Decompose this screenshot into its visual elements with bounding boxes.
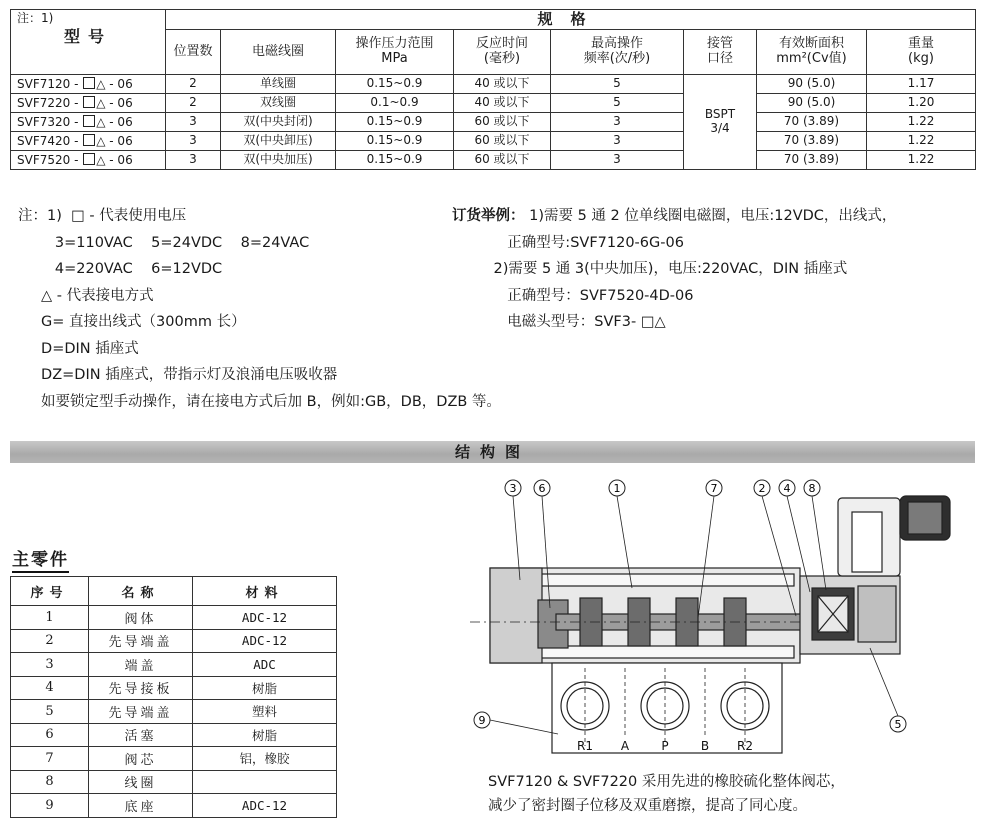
callout-3 [505,480,521,496]
voltage-placeholder-box [83,134,95,146]
spec-col-header: 有效断面积 mm²(Cv值) [757,30,867,75]
callout-number: 4 [783,482,791,495]
connection-placeholder-triangle: △ [96,133,106,148]
part-material: 铝，橡胶 [193,747,337,771]
connection-dz: DZ=DIN 插座式，带指示灯及浪涌电压吸收器 [18,367,338,383]
model-suffix: - 06 [105,95,133,110]
spec-frequency-cell: 3 [551,113,684,132]
part-number: 8 [11,770,89,794]
spec-frequency-cell: 5 [551,94,684,113]
spec-model-cell [11,113,166,132]
part-material: 塑料 [193,700,337,724]
model-suffix: - 06 [105,76,133,91]
parts-row [11,770,337,794]
part-material: 树脂 [193,723,337,747]
callout-4 [779,480,795,496]
parts-table [10,576,337,818]
parts-row [11,747,337,771]
spec-body [11,75,976,170]
spec-col-header: 电磁线圈 [221,30,336,75]
spec-col-header: 重量 (kg) [867,30,976,75]
parts-header-row [11,577,337,606]
parts-row [11,794,337,818]
callout-8 [804,480,820,496]
voltage-placeholder-box [83,153,95,165]
callout-6 [534,480,550,496]
model-prefix: SVF7520 - [17,152,83,167]
voltage-codes-line2: 4=220VAC 6=12VDC [18,261,223,277]
order-label: 订货举例： [452,208,525,224]
voltage-placeholder-box [83,77,95,89]
spec-note-label: 注：1) [17,11,54,25]
diagram-caption [488,770,845,818]
voltage-note-head: 注：1) □ - 代表使用电压 [18,208,187,224]
spec-coil-cell: 单线圈 [221,75,336,94]
port-label-r2: R2 [737,739,753,753]
order-example-1-model: 正确型号:SVF7120-6G-06 [452,234,684,251]
spec-row [11,75,976,94]
spec-title: 规格 [166,10,976,30]
connection-g: G= 直接出线式（300mm 长） [18,314,246,330]
spec-model-cell [11,132,166,151]
model-prefix: SVF7420 - [17,133,83,148]
parts-row [11,653,337,677]
part-material [193,770,337,794]
parts-row [11,676,337,700]
model-prefix: SVF7220 - [17,95,83,110]
spec-frequency-cell: 3 [551,151,684,170]
port-label-b: B [700,739,710,753]
spec-area-cell: 70 (3.89) [757,132,867,151]
model-suffix: - 06 [105,114,133,129]
part-name: 先导端盖 [89,700,193,724]
part-name: 先导接板 [89,676,193,700]
part-name: 阀体 [89,606,193,630]
part-number: 6 [11,723,89,747]
part-material: ADC-12 [193,794,337,818]
spec-coil-cell: 双线圈 [221,94,336,113]
spec-coil-cell: 双(中央加压) [221,151,336,170]
callout-5 [890,716,906,732]
spec-coil-cell: 双(中央封闭) [221,113,336,132]
connection-placeholder-triangle: △ [96,95,106,110]
callout-number: 1 [613,482,621,495]
spec-area-cell: 70 (3.89) [757,151,867,170]
part-name: 活塞 [89,723,193,747]
connection-lock-note: 如要锁定型手动操作，请在接电方式后加 B，例如:GB，DB，DZB 等。 [18,393,501,410]
spec-area-cell: 70 (3.89) [757,113,867,132]
connection-placeholder-triangle: △ [96,114,106,129]
callout-1 [609,480,625,496]
part-material: ADC [193,653,337,677]
part-number: 4 [11,676,89,700]
callout-number: 7 [710,482,718,495]
model-suffix: - 06 [105,152,133,167]
spec-pressure-cell: 0.15~0.9 [336,75,454,94]
spec-model-cell [11,75,166,94]
order-example-2: 2)需要 5 通 3(中央加压)，电压:220VAC，DIN 插座式 [452,261,848,277]
spec-row [11,113,976,132]
caption-line-1: SVF7120 & SVF7220 采用先进的橡胶硫化整体阀芯， [488,774,845,790]
parts-col-header: 名称 [89,577,193,606]
spec-frequency-cell: 5 [551,75,684,94]
connection-placeholder-triangle: △ [96,76,106,91]
spec-col-header: 反应时间 (毫秒) [454,30,551,75]
model-prefix: SVF7320 - [17,114,83,129]
callout-2 [754,480,770,496]
parts-body [11,606,337,818]
part-name: 底座 [89,794,193,818]
valve-cross-section-diagram [460,468,965,768]
parts-row [11,723,337,747]
spec-weight-cell: 1.17 [867,75,976,94]
order-example-1: 1)需要 5 通 2 位单线圈电磁圈，电压:12VDC，出线式， [524,208,897,224]
part-number: 3 [11,653,89,677]
caption-line-2: 减少了密封圈子位移及双重磨擦，提高了同心度。 [488,798,807,814]
parts-row [11,700,337,724]
model-prefix: SVF7120 - [17,76,83,91]
part-number: 5 [11,700,89,724]
spec-model-cell [11,94,166,113]
part-number: 1 [11,606,89,630]
order-example-2-head: 电磁头型号：SVF3- □△ [452,314,666,330]
spec-positions-cell: 3 [166,132,221,151]
spec-frequency-cell: 3 [551,132,684,151]
part-material: ADC-12 [193,629,337,653]
port-label-p: P [661,739,669,753]
spec-positions-cell: 3 [166,151,221,170]
spec-pressure-cell: 0.15~0.9 [336,151,454,170]
port-label-r1: R1 [577,739,593,753]
spec-col-header: 最高操作 频率(次/秒) [551,30,684,75]
callout-number: 3 [509,482,517,495]
connection-d: D=DIN 插座式 [18,340,139,357]
structure-band-title: 结构图 [10,441,975,463]
parts-row [11,606,337,630]
spec-area-cell: 90 (5.0) [757,94,867,113]
spec-response-cell: 40 或以下 [454,75,551,94]
spec-response-cell: 60 或以下 [454,151,551,170]
part-name: 先导端盖 [89,629,193,653]
port-label-a: A [620,739,630,753]
spec-weight-cell: 1.22 [867,151,976,170]
spec-weight-cell: 1.22 [867,132,976,151]
spec-pressure-cell: 0.15~0.9 [336,132,454,151]
spec-coil-cell: 双(中央卸压) [221,132,336,151]
spec-weight-cell: 1.20 [867,94,976,113]
part-number: 7 [11,747,89,771]
spec-pressure-cell: 0.1~0.9 [336,94,454,113]
model-suffix: - 06 [105,133,133,148]
spec-col-header: 位置数 [166,30,221,75]
part-number: 2 [11,629,89,653]
spec-weight-cell: 1.22 [867,113,976,132]
spec-response-cell: 60 或以下 [454,113,551,132]
parts-title: 主零件 [12,545,69,573]
parts-col-header: 材料 [193,577,337,606]
spec-col-header: 操作压力范围 MPa [336,30,454,75]
spec-corner-header [11,10,166,75]
connection-placeholder-triangle: △ [96,152,106,167]
spec-port-size-cell: BSPT 3/4 [684,75,757,170]
voltage-placeholder-box [83,96,95,108]
spec-positions-cell: 3 [166,113,221,132]
spec-row [11,94,976,113]
spec-pressure-cell: 0.15~0.9 [336,113,454,132]
spec-response-cell: 60 或以下 [454,132,551,151]
spec-model-header: 型号 [63,26,112,46]
part-name: 线圈 [89,770,193,794]
part-name: 阀芯 [89,747,193,771]
callout-number: 6 [538,482,546,495]
spec-area-cell: 90 (5.0) [757,75,867,94]
part-number: 9 [11,794,89,818]
callout-7 [706,480,722,496]
part-name: 端盖 [89,653,193,677]
callout-9 [474,712,490,728]
spec-positions-cell: 2 [166,94,221,113]
spec-response-cell: 40 或以下 [454,94,551,113]
part-material: ADC-12 [193,606,337,630]
voltage-codes-line1: 3=110VAC 5=24VDC 8=24VAC [18,234,310,251]
voltage-notes [18,203,501,415]
callout-number: 8 [808,482,816,495]
end-cap [490,568,542,663]
order-example [452,203,896,336]
spec-col-header: 接管 口径 [684,30,757,75]
callout-number: 2 [758,482,766,495]
callout-number: 5 [894,718,902,731]
spec-positions-cell: 2 [166,75,221,94]
spec-table [10,9,976,170]
part-material: 树脂 [193,676,337,700]
order-example-2-model: 正确型号：SVF7520-4D-06 [452,287,694,304]
spec-model-cell [11,151,166,170]
parts-row [11,629,337,653]
spec-row [11,132,976,151]
callout-number: 9 [478,714,486,727]
voltage-placeholder-box [83,115,95,127]
spec-row [11,151,976,170]
connection-note-head: △ - 代表接电方式 [18,287,154,304]
parts-col-header: 序号 [11,577,89,606]
